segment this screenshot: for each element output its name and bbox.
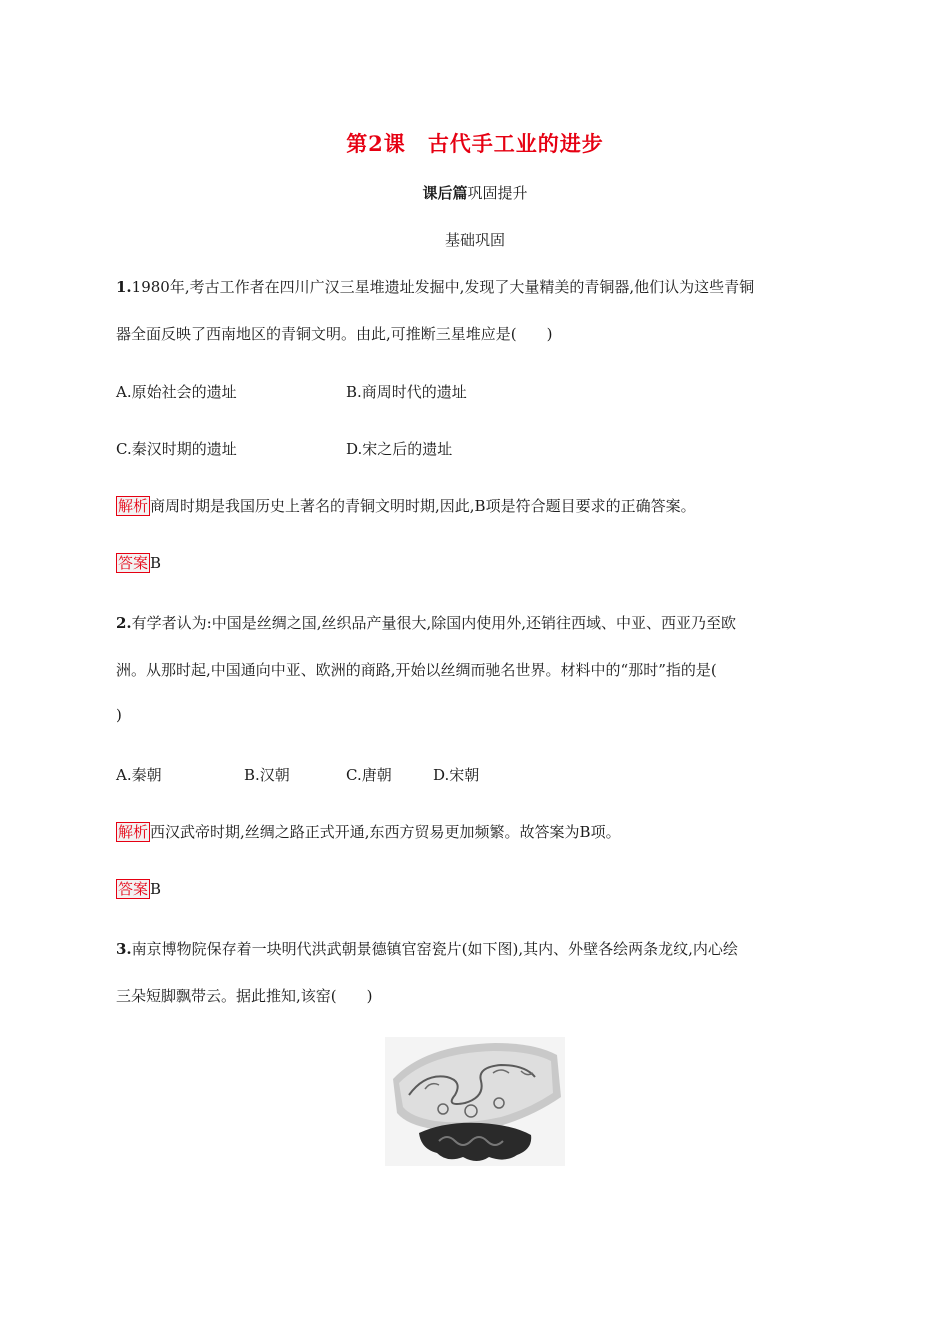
- q1-answer: [116, 553, 161, 573]
- q2-answer-text: B: [150, 880, 162, 898]
- q3-number: 3.: [116, 940, 132, 958]
- page-subtitle: [0, 182, 950, 203]
- subtitle-bold: 课后篇: [422, 184, 468, 202]
- q1-analysis-text: 商周时期是我国历史上著名的青铜文明时期,因此,B项是符合题目要求的正确答案。: [150, 497, 696, 515]
- analysis-tag: 解析: [118, 823, 149, 841]
- analysis-tag: 解析: [118, 497, 149, 515]
- q2-line3: ): [116, 706, 122, 724]
- q1-option-c[interactable]: C.秦汉时期的遗址: [116, 440, 237, 458]
- page-title: [0, 128, 950, 158]
- q2-analysis: [116, 821, 621, 842]
- q2-option-b[interactable]: B.汉朝: [244, 766, 290, 784]
- q1-option-a[interactable]: A.原始社会的遗址: [116, 383, 237, 401]
- q1-option-b[interactable]: B.商周时代的遗址: [346, 383, 467, 401]
- q1-line2: 器全面反映了西南地区的青铜文明。由此,可推断三星堆应是( ): [116, 325, 553, 343]
- q2-answer: [116, 879, 161, 899]
- q2-option-a[interactable]: A.秦朝: [116, 766, 162, 784]
- q1-stem-1: 1980年,考古工作者在四川广汉三星堆遗址发掘中,发现了大量精美的青铜器,他们认为这些青铜: [131, 278, 755, 296]
- porcelain-shard-image: [385, 1037, 565, 1166]
- q2-line1: [116, 612, 736, 633]
- q2-option-d[interactable]: D.宋朝: [433, 766, 480, 784]
- q2-option-c[interactable]: C.唐朝: [346, 766, 392, 784]
- q2-number: 2.: [116, 614, 132, 632]
- q1-option-d[interactable]: D.宋之后的遗址: [346, 440, 453, 458]
- q2-analysis-text: 西汉武帝时期,丝绸之路正式开通,东西方贸易更加频繁。故答案为B项。: [150, 823, 621, 841]
- section-heading: 基础巩固: [444, 231, 505, 249]
- q3-line2: 三朵短脚飘带云。据此推知,该窑( ): [116, 987, 373, 1005]
- answer-tag: 答案: [118, 880, 149, 898]
- title-lesson: 第2课: [346, 131, 406, 156]
- q2-stem-1: 有学者认为:中国是丝绸之国,丝织品产量很大,除国内使用外,还销往西域、中亚、西亚乃至欧: [131, 614, 737, 632]
- q3-stem-1: 南京博物院保存着一块明代洪武朝景德镇官窑瓷片(如下图),其内、外壁各绘两条龙纹,内心绘: [131, 940, 738, 958]
- subtitle-rest: 巩固提升: [467, 184, 528, 202]
- q1-number: 1.: [116, 278, 132, 296]
- q1-answer-text: B: [150, 554, 162, 572]
- q1-line1: [116, 276, 754, 297]
- q2-line2: 洲。从那时起,中国通向中亚、欧洲的商路,开始以丝绸而驰名世界。材料中的“那时”指的是(: [116, 661, 717, 679]
- q3-line1: [116, 938, 738, 959]
- q1-analysis: [116, 495, 696, 516]
- answer-tag: 答案: [118, 554, 149, 572]
- title-name: 古代手工业的进步: [427, 131, 604, 156]
